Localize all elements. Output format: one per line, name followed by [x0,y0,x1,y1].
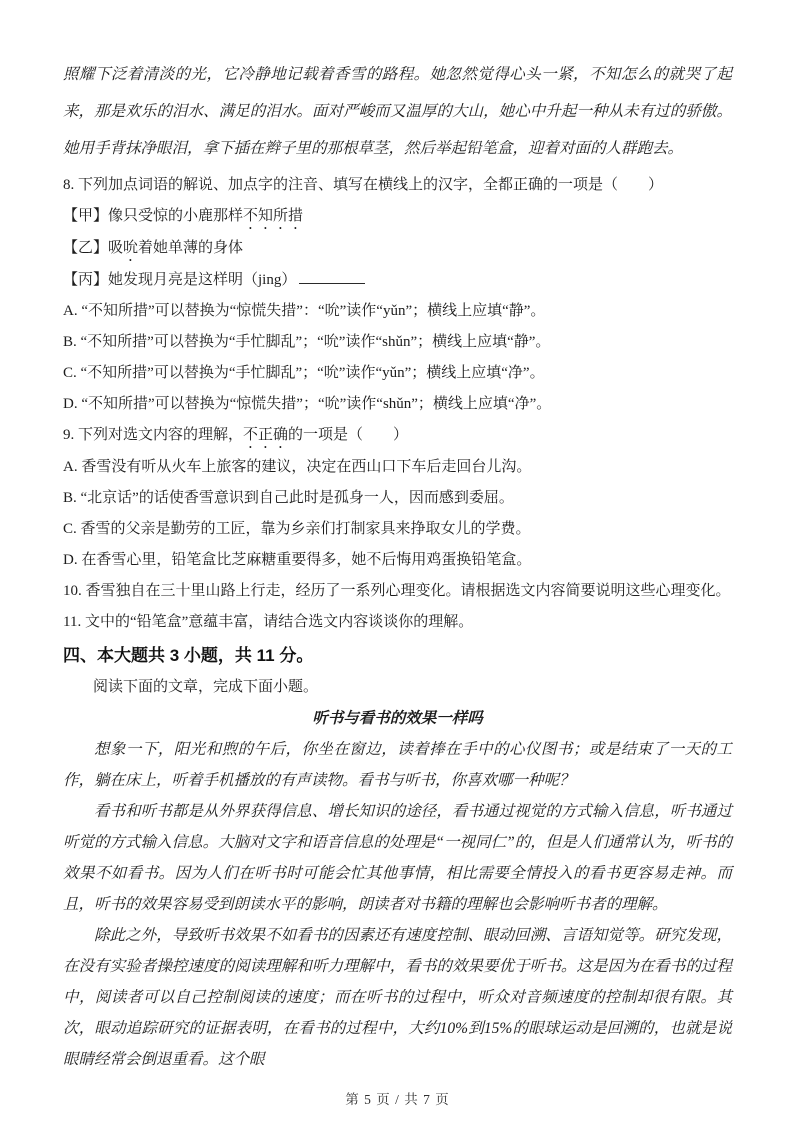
question-8-option-c: C. “不知所措”可以替换为“手忙脚乱”；“吮”读作“yǔn”；横线上应填“净”。 [63,365,545,381]
question-9-option-d: D. 在香雪心里，铅笔盒比芝麻糖重要得多，她不后悔用鸡蛋换铅笔盒。 [63,552,532,568]
article-paragraph-2: 看书和听书都是从外界获得信息、增长知识的途径，看书通过视觉的方式输入信息，听书通过听觉的方式输入信息。大脑对文字和语音信息的处理是“一视同仁”的，但是人们通常认为，听书的效果不如看书。因为人们在听书时可能会忙其他事情，相比需要全情投入的看书更容易走神。而且，听书的效果容易受到朗读水平的影响，朗读者对书籍的理解也会影响听书者的理解。 [63,803,732,913]
question-9-option-c: C. 香雪的父亲是勤劳的工匠，靠为乡亲们打制家具来挣取女儿的学费。 [63,521,531,537]
question-8-option-b: B. “不知所措”可以替换为“手忙脚乱”；“吮”读作“shǔn”；横线上应填“静”。 [63,334,551,350]
question-10: 10. 香雪独自在三十里山路上行走，经历了一系列心理变化。请根据选文内容简要说明这些心理变化。 [63,583,731,599]
question-9-option-a: A. 香雪没有听从火车上旅客的建议，决定在西山口下车后走回台儿沟。 [63,459,532,475]
question-11: 11. 文中的“铅笔盒”意蕴丰富，请结合选文内容谈谈你的理解。 [63,614,474,630]
question-9-stem: 9. 下列对选文内容的理解，不正确的一项是（ ） [63,427,409,443]
question-8-item-yi: 【乙】吸吮着她单薄的身体 [63,240,244,256]
question-8-item-bing: 【丙】她发现月亮是这样明（jing） [63,265,732,296]
question-8 [63,170,732,420]
page-number: 第 5 页 / 共 7 页 [345,1092,450,1107]
article-paragraph-1: 想象一下，阳光和煦的午后，你坐在窗边，读着捧在手中的心仪图书；或是结束了一天的工作，躺在床上，听着手机播放的有声读物。看书与听书，你喜欢哪一种呢？ [63,741,732,789]
page-footer [63,1091,732,1109]
question-9 [63,420,732,576]
article-title: 听书与看书的效果一样吗 [312,710,483,727]
passage-continuation: 照耀下泛着清淡的光，它冷静地记载着香雪的路程。她忽然觉得心头一紧，不知怎么的就哭了起来，那是欢乐的泪水、满足的泪水。面对严峻而又温厚的大山，她心中升起一种从未有过的骄傲。她用手背抹净眼泪，拿下插在辫子里的那根草茎，然后举起铅笔盒，迎着对面的人群跑去。 [63,66,732,157]
question-9-option-b: B. “北京话”的话使香雪意识到自己此时是孤身一人，因而感到委屈。 [63,490,514,506]
section-4-intro: 阅读下面的文章，完成下面小题。 [93,679,319,695]
article-paragraph-3: 除此之外，导致听书效果不如看书的因素还有速度控制、眼动回溯、言语知觉等。研究发现，在没有实验者操控速度的阅读理解和听力理解中，看书的效果要优于听书。这是因为在看书的过程中，阅读者可以自己控制阅读的速度；而在听书的过程中，听众对音频速度的控制却很有限。其次，眼动追踪研究的证据表明，在看书的过程中，大约10%到15%的眼球运动是回溯的，也就是说眼睛经常会倒退重看。这个眼 [63,927,732,1068]
question-8-option-d: D. “不知所措”可以替换为“惊慌失措”；“吮”读作“shǔn”；横线上应填“净”。 [63,396,552,412]
question-8-stem: 8. 下列加点词语的解说、加点字的注音、填写在横线上的汉字，全都正确的一项是（ ） [63,177,664,193]
section-4-heading: 四、本大题共 3 小题，共 11 分。 [63,646,314,665]
question-8-item-jia: 【甲】像只受惊的小鹿那样不知所措 [63,208,304,224]
question-8-option-a: A. “不知所措”可以替换为“惊慌失措”：“吮”读作“yǔn”；横线上应填“静”。 [63,303,546,319]
